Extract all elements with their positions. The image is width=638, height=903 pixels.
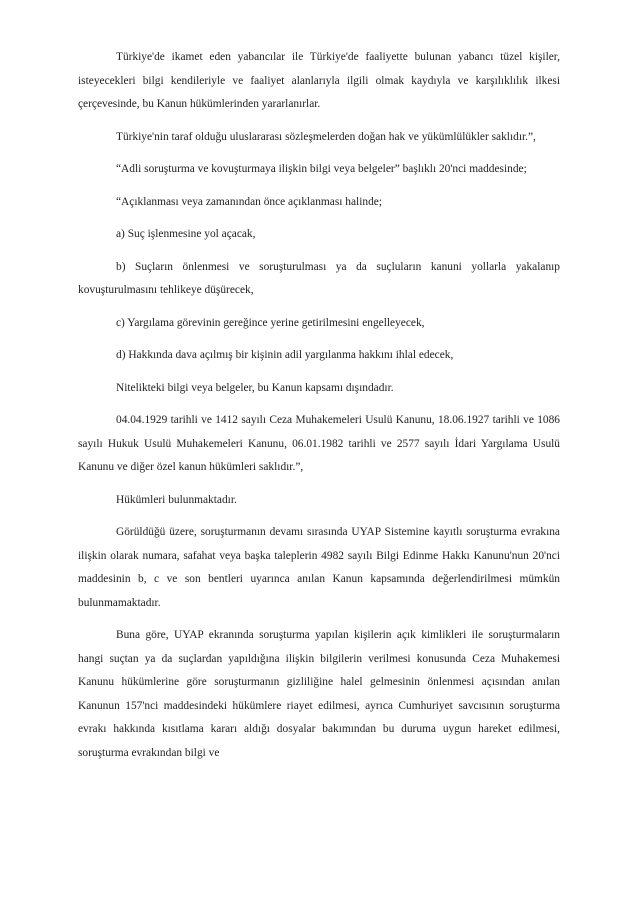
paragraph-international-agreements: Türkiye'nin taraf olduğu uluslararası sözleşmelerden doğan hak ve yükümlülükler saklıdır.”, — [116, 130, 536, 143]
paragraph-out-of-scope: Nitelikteki bilgi veya belgeler, bu Kanun kapsamı dışındadır. — [116, 381, 394, 394]
list-item-a: a) Suç işlenmesine yol açacak, — [116, 228, 256, 240]
paragraph-foreign-persons: Türkiye'de ikamet eden yabancılar ile Türkiye'de faaliyette bulunan yabancı tüzel kişiler, isteyecekleri bilgi kendileriyle ve faaliyet alanlarıyla ilgili olmak kaydıyla ve karşılıklılık ilkesi çerçevesinde, bu Kanun hükümlerinden yararlanırlar. — [78, 51, 560, 110]
paragraph-conclusion: Buna göre, UYAP ekranında soruşturma yapılan kişilerin açık kimlikleri ile soruşturmaların hangi suçtan ya da suçlardan yapıldığına ilişkin bilgilerin verilmesi konusunda Ceza Muhakemesi Kanunu hükümlerine göre soruşturmanın gizliliğine halel gelmesinin önlenmesi açısından anılan Kanunun 157'nci maddesindeki hükümlere riayet edilmesi, ayrıca Cumhuriyet savcısının soruşturma evrakı hakkında kısıtlama kararı aldığı dosyalar bakımından bu duruma uygun hareket edilmesi, soruşturma evrakından bilgi ve — [78, 629, 560, 759]
paragraph-uyap-evaluation: Görüldüğü üzere, soruşturmanın devamı sırasında UYAP Sistemine kayıtlı soruşturma evrakına ilişkin olarak numara, safahat veya başka taleplerin 4982 sayılı Bilgi Edinme Hakkı Kanunu'nun 20'nci maddesinin b, c ve son bentleri uyarınca anılan Kanun kapsamında değerlendirilmesi mümkün bulunmamaktadır. — [78, 526, 560, 609]
paragraph-article-20-heading: “Adli soruşturma ve kovuşturmaya ilişkin bilgi veya belgeler” başlıklı 20'nci maddesinde; — [116, 163, 527, 175]
paragraph-provisions: Hükümleri bulunmaktadır. — [116, 493, 237, 506]
list-item-c: c) Yargılama görevinin gereğince yerine getirilmesini engelleyecek, — [116, 316, 425, 329]
list-item-d: d) Hakkında dava açılmış bir kişinin adil yargılanma hakkını ihlal edecek, — [116, 349, 454, 361]
paragraph-disclosure-intro: “Açıklanması veya zamanından önce açıklanması halinde; — [116, 195, 382, 208]
list-item-b: b) Suçların önlenmesi ve soruşturulması ya da suçluların kanuni yollarla yakalanıp kovuşturulmasını tehlikeye düşürecek, — [78, 260, 560, 296]
paragraph-reserved-laws: 04.04.1929 tarihli ve 1412 sayılı Ceza Muhakemeleri Usulü Kanunu, 18.06.1927 tarihli ve 1086 sayılı Hukuk Usulü Muhakemeleri Kanunu, 06.01.1982 tarihli ve 2577 sayılı İdari Yargılama Usulü Kanunu ve diğer özel kanun hükümleri saklıdır.”, — [78, 414, 560, 473]
